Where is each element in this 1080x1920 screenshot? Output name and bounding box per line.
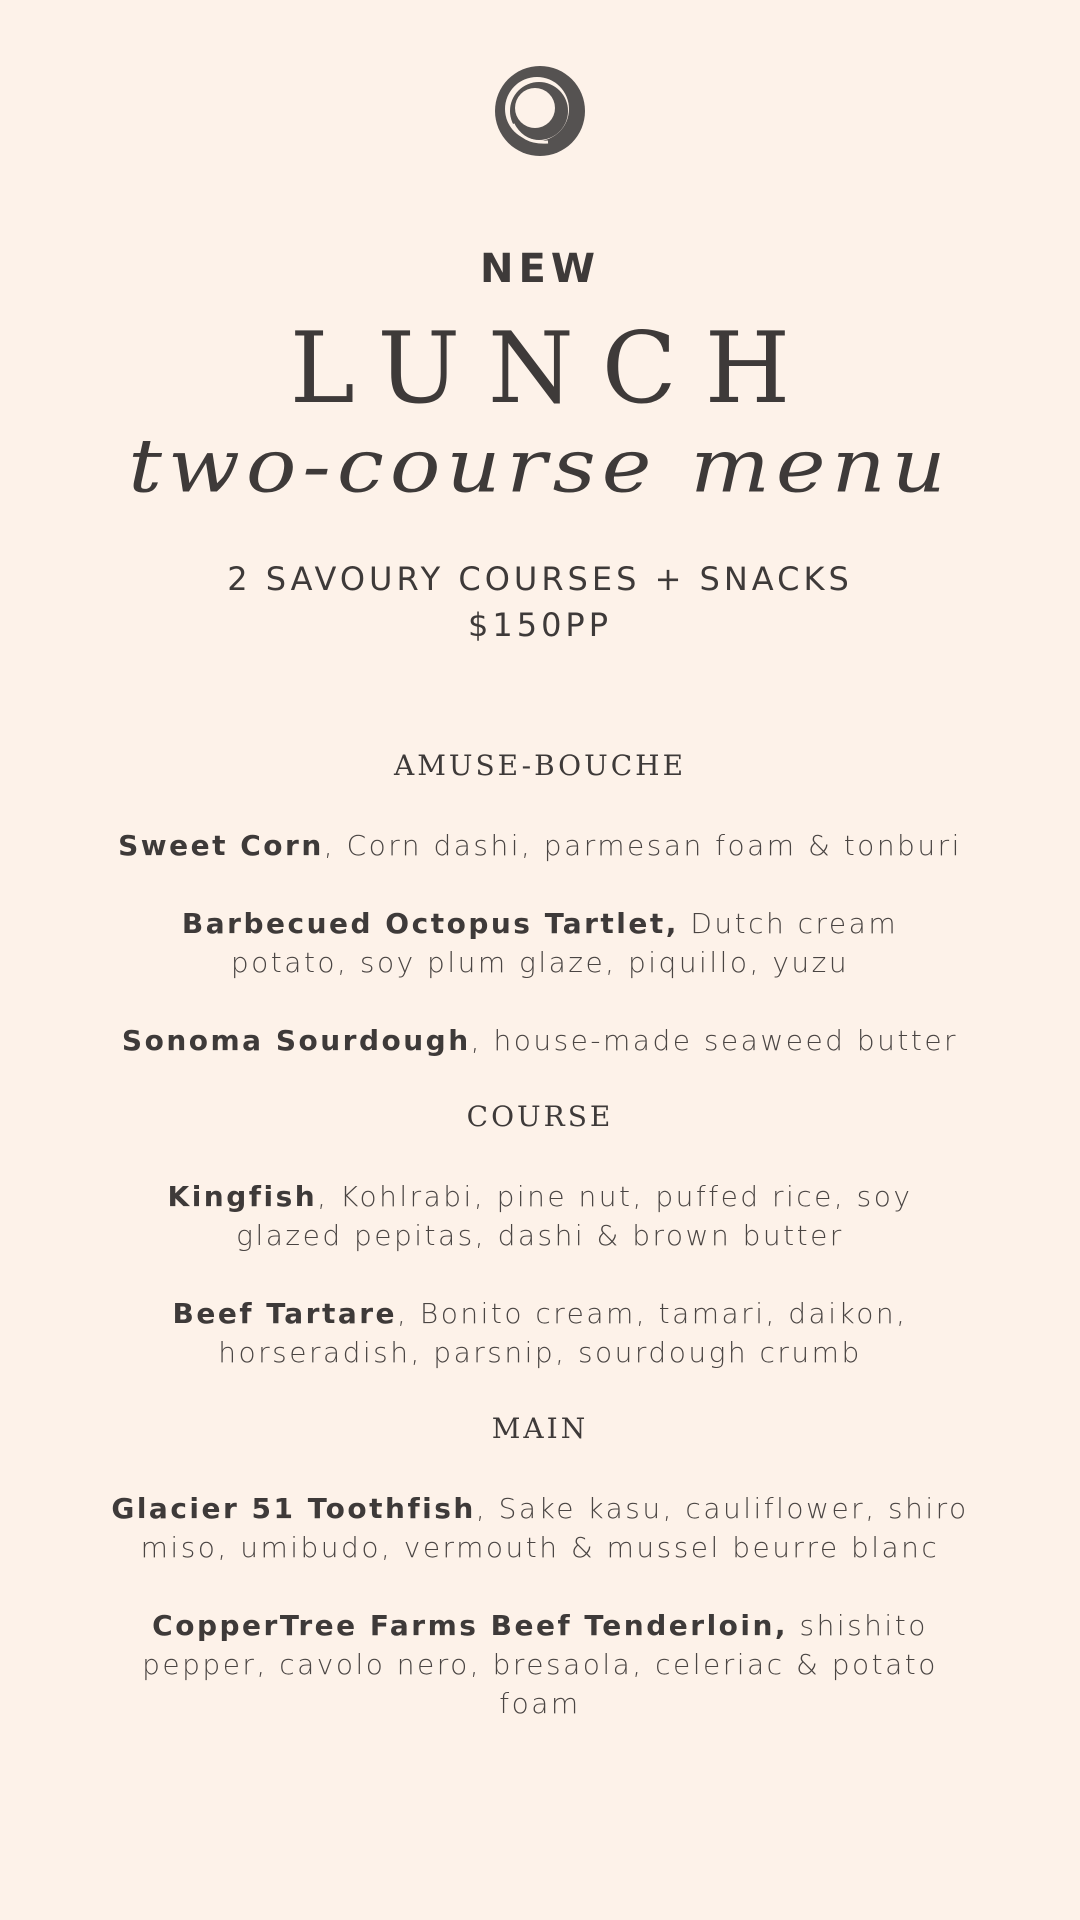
- dish-name: Sonoma Sourdough: [121, 1024, 471, 1057]
- dish-description: Kohlrabi, pine nut, puffed rice, soy glazed pepitas, dashi & brown butter: [236, 1180, 913, 1252]
- tagline-courses: 2 SAVOURY COURSES + SNACKS: [227, 560, 853, 598]
- dish-item: [110, 1177, 970, 1255]
- dish-description: Corn dashi, parmesan foam & tonburi: [346, 829, 962, 862]
- menu-tagline: [0, 556, 1080, 648]
- dish-separator: [679, 907, 690, 940]
- dish-separator: ,: [475, 1492, 499, 1525]
- dish-separator: ,: [470, 1024, 494, 1057]
- tagline-price: $150PP: [467, 606, 613, 644]
- swirl-logo-icon: [493, 64, 587, 158]
- section-title-main: MAIN: [491, 1412, 589, 1445]
- dish-item: [110, 904, 970, 982]
- dish-name: Kingfish: [167, 1180, 318, 1213]
- dish-description: shishito pepper, cavolo nero, bresaola, celeriac & potato foam: [142, 1609, 938, 1720]
- dish-name: Beef Tartare: [172, 1297, 398, 1330]
- dish-item: [110, 1606, 970, 1723]
- dish-name: Barbecued Octopus Tartlet,: [181, 907, 679, 940]
- dish-description: Sake kasu, cauliflower, shiro miso, umibudo, vermouth & mussel beurre blanc: [140, 1492, 969, 1564]
- dish-separator: [788, 1609, 799, 1642]
- dish-item: [110, 1294, 970, 1372]
- section-title-course: COURSE: [466, 1100, 614, 1133]
- dish-name: Sweet Corn: [118, 829, 324, 862]
- dish-description: Bonito cream, tamari, daikon, horseradish, parsnip, sourdough crumb: [218, 1297, 908, 1369]
- dish-name: CopperTree Farms Beef Tenderloin,: [152, 1609, 789, 1642]
- dish-separator: ,: [317, 1180, 340, 1213]
- section-title-amuse-bouche: AMUSE-BOUCHE: [393, 749, 687, 782]
- dish-name: Glacier 51 Toothfish: [111, 1492, 476, 1525]
- menu-subtitle: two-course menu: [128, 422, 952, 510]
- dish-separator: ,: [397, 1297, 420, 1330]
- dish-separator: ,: [323, 829, 347, 862]
- menu-list: [110, 748, 970, 1762]
- menu-title: LUNCH: [289, 312, 819, 426]
- dish-description: Dutch cream potato, soy plum glaze, piquillo, yuzu: [230, 907, 899, 979]
- dish-description: house-made seaweed butter: [493, 1024, 959, 1057]
- dish-item: [110, 1021, 970, 1060]
- menu-kicker: NEW: [480, 246, 600, 292]
- dish-item: [110, 826, 970, 865]
- dish-item: [110, 1489, 970, 1567]
